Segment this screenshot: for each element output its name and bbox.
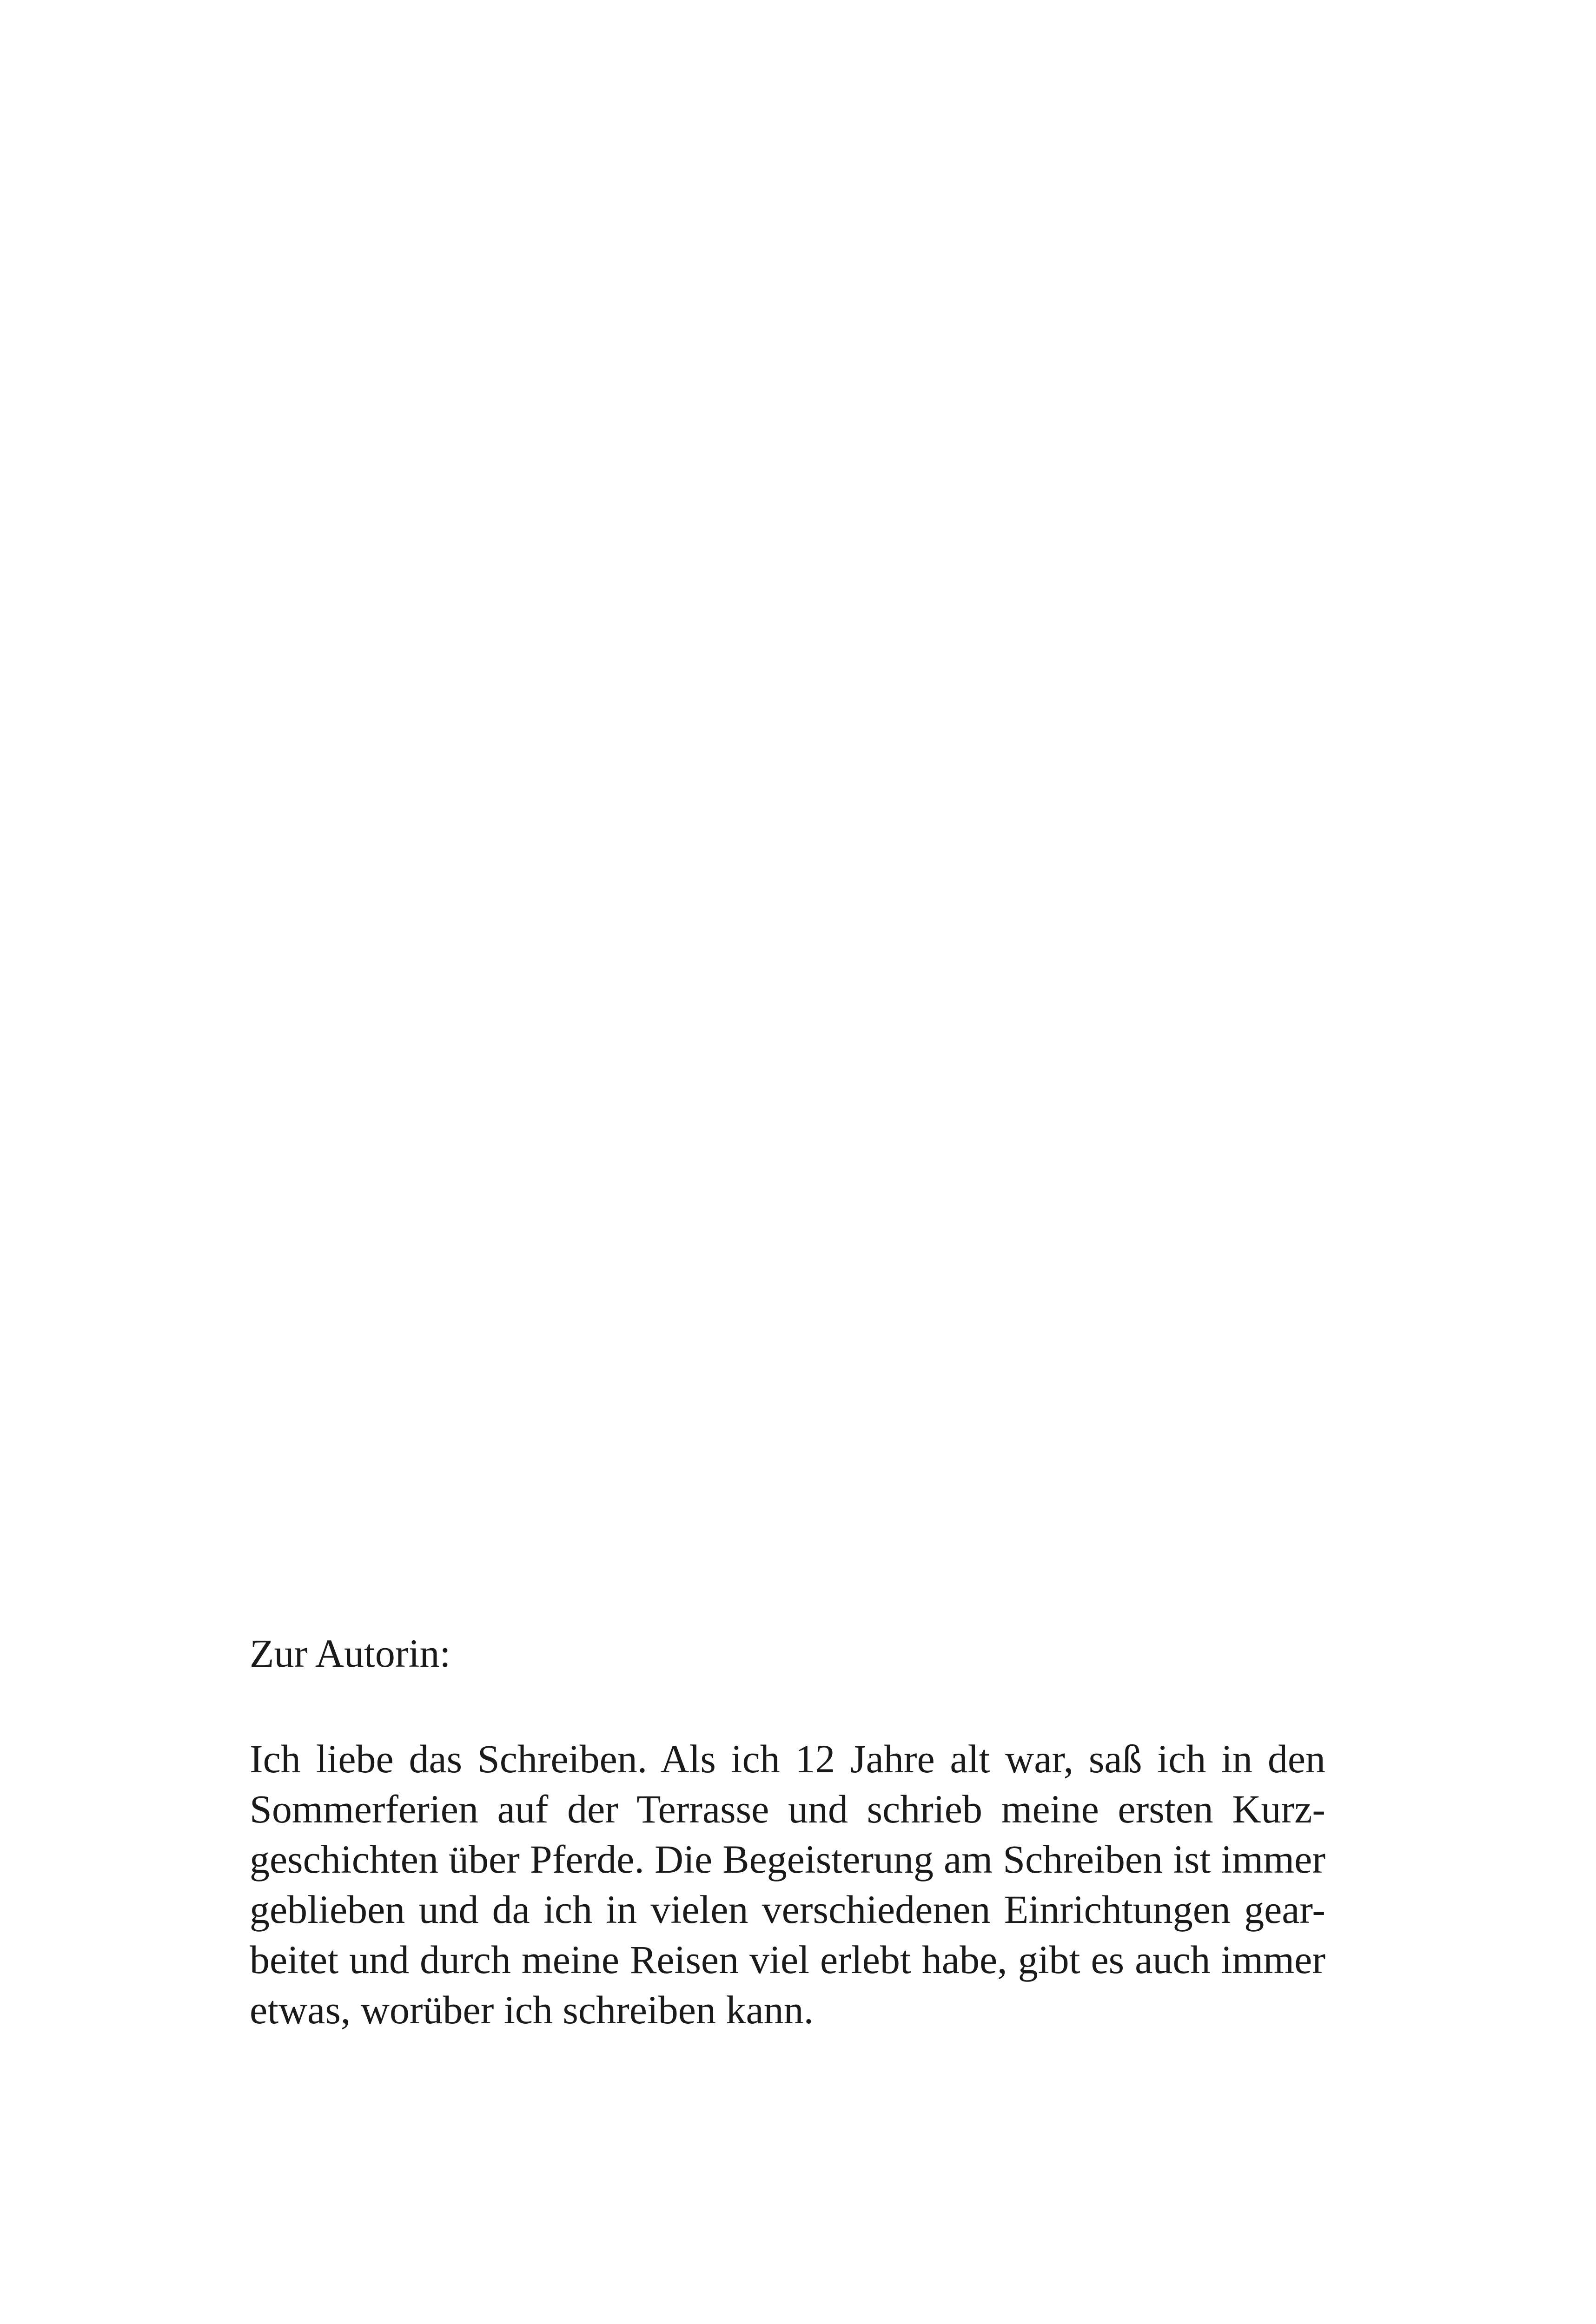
paragraph-line: beitet und durch meine Reisen viel erlebt habe, gibt es auch immer xyxy=(250,1937,1325,1982)
paragraph-line: geblieben und da ich in vielen verschiedenen Einrichtungen gear- xyxy=(250,1887,1325,1932)
paragraph-line: Sommerferien auf der Terrasse und schrieb meine ersten Kurz- xyxy=(250,1787,1325,1831)
author-bio-paragraph xyxy=(250,1734,1325,2035)
section-heading: Zur Autorin: xyxy=(250,1631,451,1676)
paragraph-line: geschichten über Pferde. Die Begeisterung am Schreiben ist immer xyxy=(250,1837,1325,1882)
paragraph-line: etwas, worüber ich schreiben kann. xyxy=(250,1987,814,2032)
paragraph-line: Ich liebe das Schreiben. Als ich 12 Jahre alt war, saß ich in den xyxy=(250,1736,1325,1781)
